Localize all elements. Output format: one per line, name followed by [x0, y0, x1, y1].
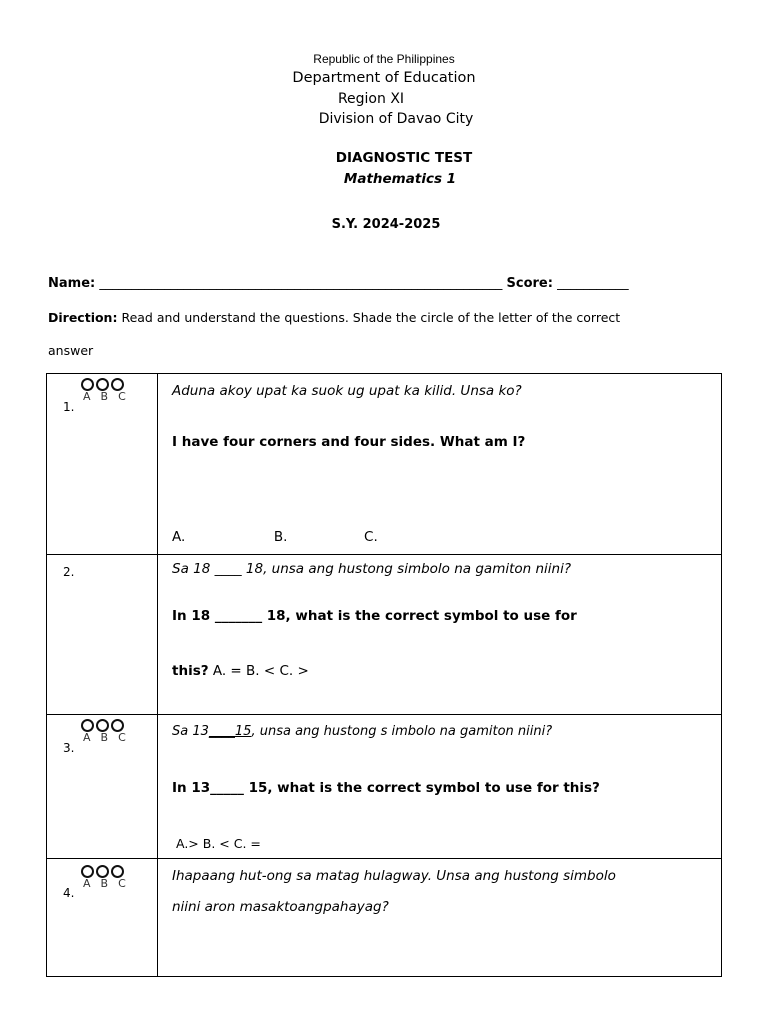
question-row-4 — [47, 859, 722, 977]
direction-text-continued: answer — [48, 343, 94, 358]
answer-options — [172, 529, 378, 545]
answer-options: A. = B. < C. > — [208, 663, 309, 679]
cebuano-part-a: Sa 13 — [172, 724, 209, 739]
answer-cell-1 — [47, 374, 158, 555]
republic-line: Republic of the Philippines — [313, 52, 455, 66]
question-english: I have four corners and four sides. What am I? — [172, 434, 526, 450]
score-label: Score: — [506, 276, 553, 291]
bubble-letter-c: C — [118, 390, 126, 403]
question-cebuano: Aduna akoy upat ka suok ug upat ka kilid. Unsa ko? — [172, 383, 522, 399]
name-field[interactable]: ______________________________________________________________ — [99, 276, 503, 291]
bubble-letter-c: C — [118, 877, 126, 890]
name-score-line — [48, 276, 629, 291]
question-cell-1 — [158, 374, 722, 555]
bubble-letter-b: B — [100, 390, 109, 403]
answer-bubbles-1 — [81, 378, 126, 403]
bubble-letter-a: A — [83, 390, 91, 403]
question-english-continued — [172, 663, 309, 679]
question-cebuano: Sa 18 ____ 18, unsa ang hustong simbolo na gamiton niini? — [172, 561, 572, 577]
question-cell-3 — [158, 715, 722, 859]
subject-title: Mathematics 1 — [343, 171, 457, 187]
question-row-3 — [47, 715, 722, 859]
bubble-letter-b: B — [100, 731, 109, 744]
answer-cell-2 — [47, 555, 158, 715]
name-label: Name: — [48, 276, 96, 291]
region-line: Region XI — [337, 91, 405, 107]
question-cebuano-continued: niini aron masaktoangpahayag? — [172, 899, 389, 915]
questions-table — [46, 373, 722, 977]
question-number: 2. — [63, 565, 75, 579]
question-cebuano: Ihapaang hut-ong sa matag hulagway. Unsa ang hustong simbolo — [172, 868, 616, 884]
direction-text: Read and understand the questions. Shade the circle of the letter of the correct — [117, 310, 621, 325]
score-field[interactable]: ___________ — [557, 276, 629, 291]
bubble-letter-c: C — [118, 731, 126, 744]
question-number: 3. — [63, 741, 75, 755]
answer-options: A.> B. < C. = — [176, 836, 261, 851]
cebuano-part-c: , unsa ang hustong s imbolo na gamiton niini? — [251, 724, 553, 739]
answer-bubbles-4 — [81, 865, 126, 890]
option-a: A. — [172, 529, 186, 545]
direction-label: Direction: — [48, 310, 118, 325]
cebuano-part-blank: ____15 — [208, 724, 252, 739]
question-english: In 18 _______ 18, what is the correct symbol to use for — [172, 608, 577, 624]
question-english: In 13_____ 15, what is the correct symbol to use for this? — [172, 780, 600, 796]
question-english-end: this? — [172, 663, 209, 679]
question-row-2 — [47, 555, 722, 715]
division-line: Division of Davao City — [318, 111, 474, 127]
option-b: B. — [273, 529, 288, 545]
bubble-letter-a: A — [83, 731, 91, 744]
question-number: 4. — [63, 886, 75, 900]
answer-cell-3 — [47, 715, 158, 859]
question-cell-2 — [158, 555, 722, 715]
question-number: 1. — [63, 400, 75, 414]
question-row-1 — [47, 374, 722, 555]
test-title: DIAGNOSTIC TEST — [335, 150, 473, 166]
school-year: S.Y. 2024-2025 — [331, 217, 441, 232]
option-c: C. — [364, 529, 378, 545]
answer-cell-4 — [47, 859, 158, 977]
department-line: Department of Education — [292, 70, 476, 86]
direction-line — [48, 310, 620, 325]
answer-bubbles-3 — [81, 719, 126, 744]
bubble-letter-b: B — [100, 877, 109, 890]
bubble-letter-a: A — [83, 877, 91, 890]
question-cell-4 — [158, 859, 722, 977]
question-cebuano — [172, 724, 552, 739]
